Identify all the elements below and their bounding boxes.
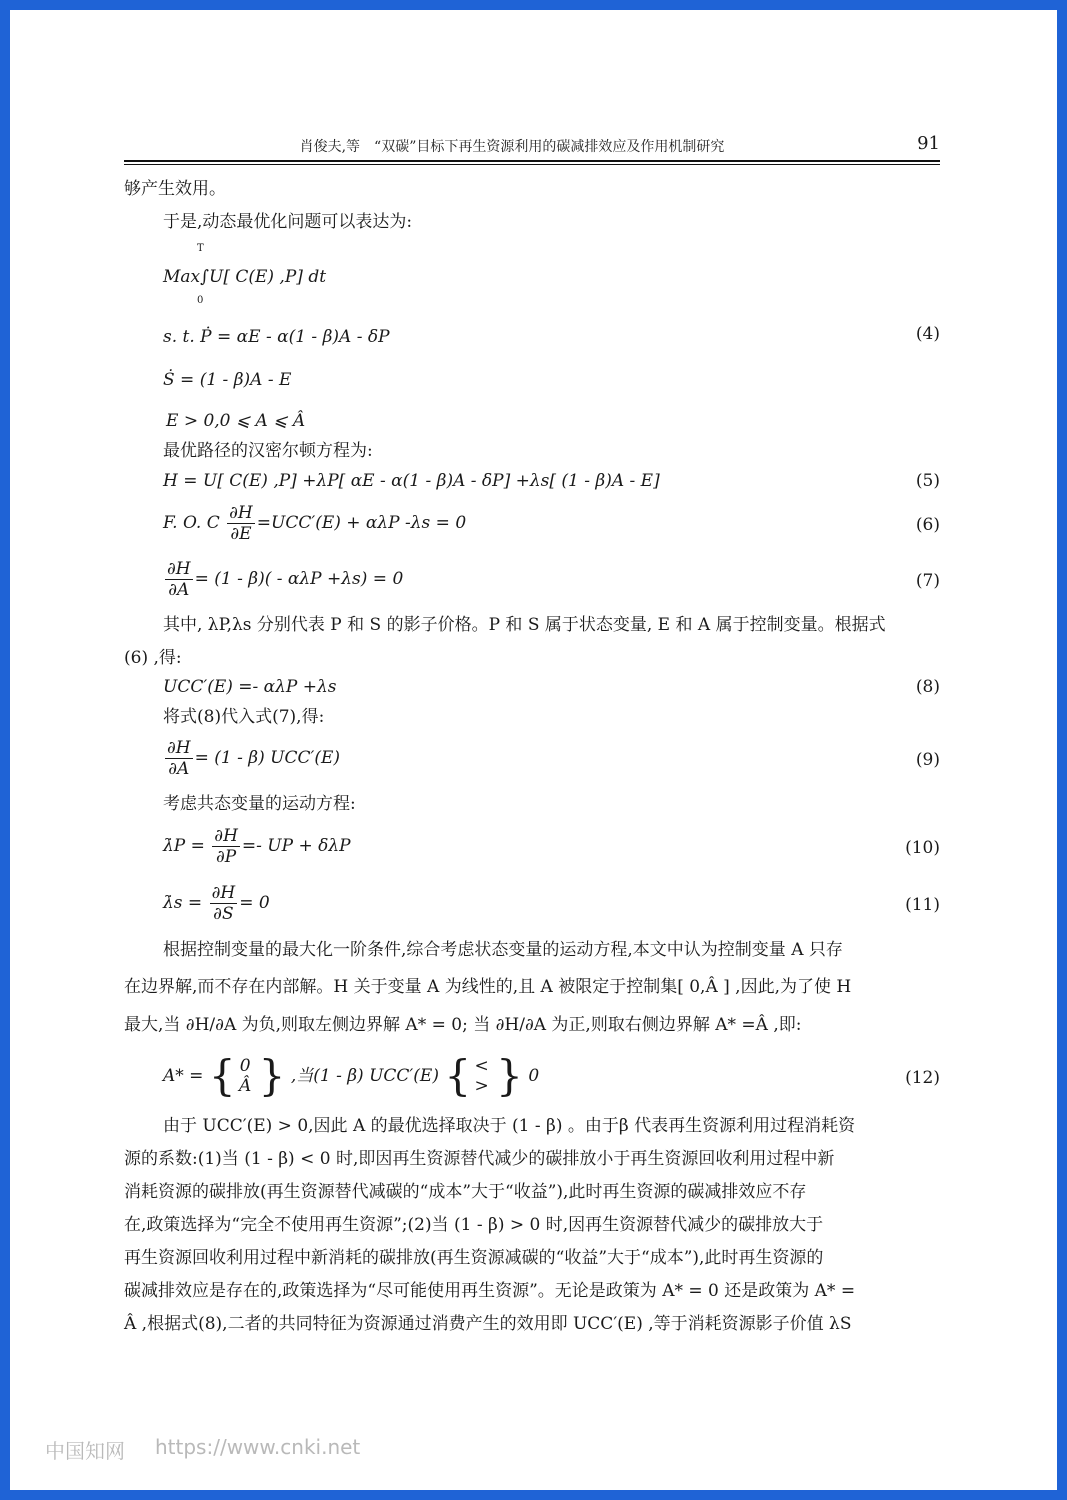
running-title: 肖俊夫,等 “双碳”目标下再生资源利用的碳减排效应及作用机制研究 [299, 139, 725, 155]
equation-number-7: (7) [915, 571, 940, 591]
fraction-denominator: ∂A [168, 759, 190, 779]
partial-fraction [165, 738, 193, 779]
equation-9 [163, 738, 340, 779]
integral-upper-limit: T [197, 243, 204, 254]
equation-8: UCC′(E) =- αλP +λs [163, 677, 337, 697]
right-brace: } [258, 1051, 286, 1100]
text-line: 于是,动态最优化问题可以表达为: [163, 212, 413, 232]
hamiltonian-equation: H = U[ C(E) ,P] +λP[ αE - α(1 - β)A - δP] +λs[ (1 - β)A - E] [163, 471, 660, 491]
equation-12 [163, 1050, 539, 1106]
fraction-denominator: ∂S [213, 904, 234, 924]
partial-fraction [210, 883, 238, 924]
equation-10 [163, 826, 351, 867]
text-line: 根据控制变量的最大化一阶条件,综合考虑状态变量的运动方程,本文中认为控制变量 A 只存 [163, 940, 843, 960]
text-line: 碳减排效应是存在的,政策选择为“尽可能使用再生资源”。无论是政策为 A* = 0 还是政策为 A* = [124, 1281, 856, 1301]
constraint-p-dot: s. t. Ṗ = αE - α(1 - β)A - δP [163, 327, 390, 347]
equation-number-12: (12) [905, 1068, 940, 1088]
left-brace: { [444, 1051, 472, 1100]
text-line: 在,政策选择为“完全不使用再生资源”;(2)当 (1 - β) > 0 时,因再生资源替代减少的碳排放大于 [124, 1215, 824, 1235]
integral-lower-limit: 0 [197, 295, 204, 306]
equation-lhs: A* = [163, 1066, 204, 1086]
constraint-bounds: E > 0,0 ⩽ A ⩽ Â [166, 411, 306, 431]
text-line: 最优路径的汉密尔顿方程为: [163, 441, 373, 461]
text-line: 再生资源回收利用过程中新消耗的碳排放(再生资源减碳的“收益”大于“成本”),此时再生资源的 [124, 1248, 824, 1268]
case-top: 0 [239, 1056, 251, 1076]
running-header [124, 133, 940, 158]
right-brace: } [496, 1051, 523, 1100]
equation-lhs: λ̇s = [163, 893, 203, 913]
equation-rest: =- UP + δλP [241, 836, 351, 856]
fraction-numerator: ∂H [167, 738, 191, 758]
page-number: 91 [917, 133, 940, 154]
piecewise-cases [239, 1056, 251, 1096]
text-line: 将式(8)代入式(7),得: [163, 707, 325, 727]
case-less: < [474, 1056, 489, 1076]
text-line: (6) ,得: [124, 648, 182, 668]
partial-fraction [212, 826, 240, 867]
partial-fraction [165, 559, 193, 600]
text-line: 源的系数:(1)当 (1 - β) < 0 时,即因再生资源替代减少的碳排放小于再生资源回收利用过程中新 [124, 1149, 835, 1169]
equation-number-9: (9) [915, 750, 940, 770]
cnki-url[interactable]: https://www.cnki.net [155, 1435, 361, 1459]
fraction-denominator: ∂E [230, 524, 252, 544]
equation-number-4: (4) [915, 324, 940, 344]
condition-text: ,当(1 - β) UCC′(E) [290, 1066, 439, 1086]
text-line: 够产生效用。 [124, 179, 226, 199]
text-line: 在边界解,而不存在内部解。H 关于变量 A 为线性的,且 A 被限定于控制集[ 0,Â ] ,因此,为了使 H [124, 977, 852, 997]
equation-11 [163, 883, 270, 924]
equation-number-5: (5) [915, 471, 940, 491]
equation-rest: = (1 - β) UCC′(E) [194, 748, 341, 768]
foc-equation [163, 503, 466, 544]
left-brace: { [208, 1051, 236, 1100]
text-line: 消耗资源的碳排放(再生资源替代减碳的“成本”大于“收益”),此时再生资源的碳减排效应不存 [124, 1182, 807, 1202]
foc-prefix: F. O. C [163, 513, 220, 533]
header-rule-thin [124, 164, 940, 165]
text-line: 考虑共态变量的运动方程: [163, 794, 356, 814]
equation-number-8: (8) [915, 677, 940, 697]
fraction-numerator: ∂H [229, 503, 253, 523]
equation-number-10: (10) [905, 838, 940, 858]
text-line: 最大,当 ∂H/∂A 为负,则取左侧边界解 A* = 0; 当 ∂H/∂A 为正,则取右侧边界解 A* =Â ,即: [124, 1015, 802, 1035]
foc-rest: =UCC′(E) + αλP -λs = 0 [256, 513, 467, 533]
text-line: Â ,根据式(8),二者的共同特征为资源通过消费产生的效用即 UCC′(E) ,等于消耗资源影子价值 λS [124, 1314, 852, 1334]
equation-number-6: (6) [915, 515, 940, 535]
equation-rhs: 0 [528, 1066, 540, 1086]
equation-rest: = (1 - β)( - αλP +λs) = 0 [194, 569, 404, 589]
equation-number-11: (11) [905, 895, 940, 915]
partial-fraction [227, 503, 255, 544]
fraction-denominator: ∂P [215, 847, 237, 867]
fraction-numerator: ∂H [214, 826, 238, 846]
case-greater: > [474, 1076, 489, 1096]
cnki-logo-text: 中国知网 [45, 1439, 125, 1463]
fraction-denominator: ∂A [168, 580, 190, 600]
equation-7 [163, 559, 403, 600]
text-line: 其中, λP,λs 分别代表 P 和 S 的影子价格。P 和 S 属于状态变量, E 和 A 属于控制变量。根据式 [163, 615, 886, 635]
fraction-numerator: ∂H [167, 559, 191, 579]
case-bottom: Â [238, 1076, 252, 1096]
comparison-cases [475, 1056, 489, 1096]
objective-function: Max∫U[ C(E) ,P] dt [163, 267, 327, 287]
text-line: 由于 UCC′(E) > 0,因此 A 的最优选择取决于 (1 - β) 。由于β 代表再生资源利用过程消耗资 [163, 1116, 856, 1136]
equation-lhs: λ̇P = [163, 836, 205, 856]
fraction-numerator: ∂H [211, 883, 236, 903]
page [10, 10, 1057, 1490]
header-rule-thick [124, 160, 940, 162]
equation-rest: = 0 [239, 893, 270, 913]
constraint-s-dot: Ṡ = (1 - β)A - E [163, 370, 292, 390]
